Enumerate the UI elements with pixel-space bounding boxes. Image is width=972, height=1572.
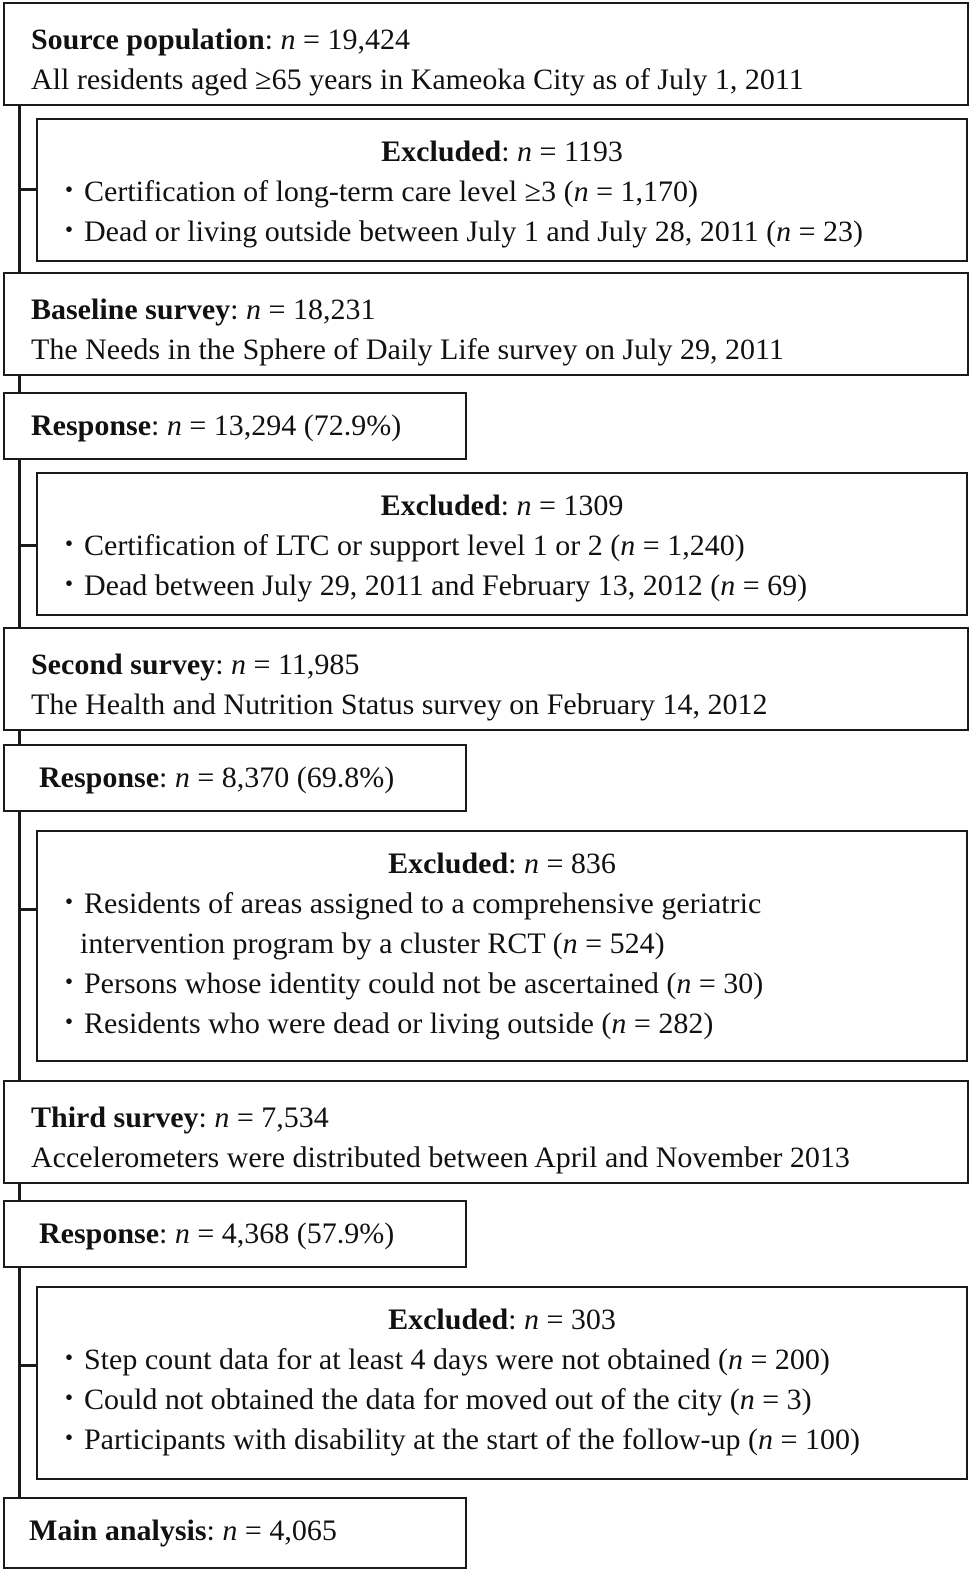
- item-text: Certification of long-term care level ≥3 (: [84, 175, 574, 208]
- connector-tick: [18, 188, 38, 191]
- bullet-icon: ・: [54, 1383, 84, 1416]
- excluded-box-1: [36, 118, 968, 262]
- item-text: Dead between July 29, 2011 and February 13, 2012 (: [84, 569, 721, 602]
- second-label: Second survey: [31, 648, 216, 681]
- excluded-2-count: 1309: [563, 489, 624, 522]
- item-text: Could not obtained the data for moved out of the city (: [84, 1383, 740, 1416]
- n-symbol: n: [231, 648, 247, 681]
- equals: =: [237, 1514, 270, 1547]
- item-text: Step count data for at least 4 days were not obtained (: [84, 1343, 728, 1376]
- equals: =: [532, 135, 564, 168]
- source-population-box: [3, 2, 969, 106]
- equals: =: [577, 927, 610, 960]
- equals: =: [246, 648, 278, 681]
- excluded-1-item: [38, 212, 966, 252]
- n-symbol: n: [562, 927, 578, 960]
- n-symbol: n: [611, 1007, 627, 1040]
- item-count: 282: [658, 1007, 704, 1040]
- excluded-1-item: [38, 172, 966, 212]
- n-symbol: n: [739, 1383, 755, 1416]
- equals: =: [189, 761, 222, 794]
- baseline-label: Baseline survey: [31, 293, 231, 326]
- n-symbol: n: [727, 1343, 743, 1376]
- excluded-2-item: [38, 526, 966, 566]
- item-close: ): [853, 215, 864, 248]
- source-population-header: Source population: n = 19,424: [31, 23, 410, 56]
- equals: =: [189, 1217, 222, 1250]
- equals: =: [229, 1101, 262, 1134]
- equals: =: [791, 215, 824, 248]
- item-count: 1,240: [667, 529, 735, 562]
- item-count: 3: [786, 1383, 802, 1416]
- excluded-4-item: [38, 1380, 966, 1420]
- excluded-3-item: [38, 1004, 966, 1044]
- n-symbol: n: [776, 215, 792, 248]
- equals: =: [538, 1303, 571, 1336]
- excluded-4-label: Excluded: [388, 1303, 509, 1336]
- response-box-3: [3, 1200, 467, 1268]
- item-close: ): [753, 967, 764, 1000]
- n-symbol: n: [246, 293, 262, 326]
- n-symbol: n: [222, 1514, 238, 1547]
- equals: =: [261, 293, 293, 326]
- baseline-description: The Needs in the Sphere of Daily Life survey on July 29, 2011: [31, 333, 784, 366]
- bullet-icon: ・: [54, 967, 84, 1000]
- second-header: Second survey: n = 11,985: [31, 648, 360, 681]
- bullet-icon: ・: [54, 1423, 84, 1456]
- excluded-3-item: [38, 884, 966, 924]
- connector-tick: [18, 544, 38, 547]
- third-header: Third survey: n = 7,534: [31, 1101, 329, 1134]
- item-text: Certification of LTC or support level 1 or 2 (: [84, 529, 621, 562]
- excluded-2-label: Excluded: [380, 489, 501, 522]
- item-count: 524: [609, 927, 655, 960]
- item-count: 23: [823, 215, 854, 248]
- excluded-3-header: Excluded: n = 836: [388, 847, 616, 880]
- excluded-4-header: Excluded: n = 303: [388, 1303, 616, 1336]
- bullet-icon: ・: [54, 1007, 84, 1040]
- main-analysis-text: Main analysis: n = 4,065: [29, 1514, 337, 1547]
- n-symbol: n: [166, 409, 182, 442]
- item-text: Persons whose identity could not be ascertained (: [84, 967, 677, 1000]
- equals: =: [635, 529, 668, 562]
- main-analysis-box: [3, 1497, 467, 1569]
- item-text-continued: intervention program by a cluster RCT (: [80, 927, 563, 960]
- response-3-label: Response: [39, 1217, 160, 1250]
- excluded-3-label: Excluded: [388, 847, 509, 880]
- excluded-2-header: Excluded: n = 1309: [380, 489, 624, 522]
- bullet-icon: ・: [54, 215, 84, 248]
- response-box-1: [3, 392, 467, 460]
- excluded-box-4: [36, 1286, 968, 1480]
- item-close: ): [703, 1007, 714, 1040]
- response-1-text: Response: n = 13,294 (72.9%): [31, 409, 402, 442]
- n-symbol: n: [174, 1217, 190, 1250]
- item-count: 200: [774, 1343, 820, 1376]
- baseline-count: 18,231: [292, 293, 376, 326]
- n-symbol: n: [517, 135, 533, 168]
- item-count: 100: [804, 1423, 850, 1456]
- equals: =: [626, 1007, 659, 1040]
- bullet-icon: ・: [54, 1343, 84, 1376]
- equals: =: [295, 23, 328, 56]
- item-text: Participants with disability at the start of the follow-up (: [84, 1423, 759, 1456]
- third-survey-box: [3, 1080, 969, 1184]
- third-label: Third survey: [31, 1101, 199, 1134]
- item-text: Residents who were dead or living outside (: [84, 1007, 612, 1040]
- main-analysis-count: 4,065: [269, 1514, 337, 1547]
- n-symbol: n: [280, 23, 296, 56]
- excluded-4-item: [38, 1340, 966, 1380]
- equals: =: [531, 489, 564, 522]
- source-description: All residents aged ≥65 years in Kameoka City as of July 1, 2011: [31, 63, 804, 96]
- bullet-icon: ・: [54, 529, 84, 562]
- equals: =: [735, 569, 768, 602]
- equals: =: [538, 847, 571, 880]
- response-2-label: Response: [39, 761, 160, 794]
- item-close: ): [801, 1383, 812, 1416]
- baseline-header: Baseline survey: n = 18,231: [31, 293, 376, 326]
- excluded-box-3: [36, 830, 968, 1062]
- response-1-label: Response: [31, 409, 152, 442]
- item-text: Dead or living outside between July 1 and July 28, 2011 (: [84, 215, 777, 248]
- equals: =: [181, 409, 214, 442]
- item-count: 1,170: [620, 175, 689, 208]
- item-text: Residents of areas assigned to a comprehensive geriatric: [84, 887, 762, 920]
- excluded-3-count: 836: [570, 847, 616, 880]
- response-2-text: Response: n = 8,370 (69.8%): [39, 761, 395, 794]
- excluded-3-item: [38, 964, 966, 1004]
- second-description: The Health and Nutrition Status survey on February 14, 2012: [31, 688, 768, 721]
- response-3-count: 4,368 (57.9%): [221, 1217, 395, 1250]
- n-symbol: n: [523, 1303, 539, 1336]
- excluded-4-item: [38, 1420, 966, 1460]
- n-symbol: n: [174, 761, 190, 794]
- bullet-icon: ・: [54, 887, 84, 920]
- baseline-survey-box: [3, 272, 969, 376]
- n-symbol: n: [720, 569, 736, 602]
- n-symbol: n: [676, 967, 692, 1000]
- source-count: 19,424: [327, 23, 410, 56]
- second-count: 11,985: [277, 648, 360, 681]
- response-3-text: Response: n = 4,368 (57.9%): [39, 1217, 395, 1250]
- item-close: ): [688, 175, 699, 208]
- response-1-count: 13,294 (72.9%): [213, 409, 402, 442]
- connector-tick: [18, 908, 38, 911]
- equals: =: [742, 1343, 775, 1376]
- excluded-1-count: 1193: [563, 135, 623, 168]
- second-survey-box: [3, 627, 969, 731]
- excluded-box-2: [36, 472, 968, 616]
- equals: =: [773, 1423, 805, 1456]
- source-label: Source population: [31, 23, 265, 56]
- excluded-4-count: 303: [570, 1303, 616, 1336]
- item-count: 69: [767, 569, 798, 602]
- main-analysis-label: Main analysis: [29, 1514, 207, 1547]
- bullet-icon: ・: [54, 569, 84, 602]
- n-symbol: n: [214, 1101, 230, 1134]
- n-symbol: n: [758, 1423, 774, 1456]
- excluded-1-header: Excluded: n = 1193: [381, 135, 623, 168]
- excluded-3-item-continued: [38, 924, 966, 964]
- equals: =: [691, 967, 724, 1000]
- item-close: ): [734, 529, 745, 562]
- response-box-2: [3, 744, 467, 812]
- n-symbol: n: [523, 847, 539, 880]
- excluded-2-item: [38, 566, 966, 606]
- item-count: 30: [723, 967, 754, 1000]
- third-description: Accelerometers were distributed between April and November 2013: [31, 1141, 850, 1174]
- item-close: ): [849, 1423, 860, 1456]
- bullet-icon: ・: [54, 175, 84, 208]
- item-close: ): [819, 1343, 830, 1376]
- third-count: 7,534: [261, 1101, 329, 1134]
- equals: =: [588, 175, 621, 208]
- item-close: ): [654, 927, 665, 960]
- item-close: ): [797, 569, 808, 602]
- excluded-1-label: Excluded: [381, 135, 502, 168]
- response-2-count: 8,370 (69.8%): [221, 761, 395, 794]
- n-symbol: n: [620, 529, 636, 562]
- n-symbol: n: [516, 489, 532, 522]
- connector-tick: [18, 1364, 38, 1367]
- n-symbol: n: [573, 175, 589, 208]
- equals: =: [754, 1383, 787, 1416]
